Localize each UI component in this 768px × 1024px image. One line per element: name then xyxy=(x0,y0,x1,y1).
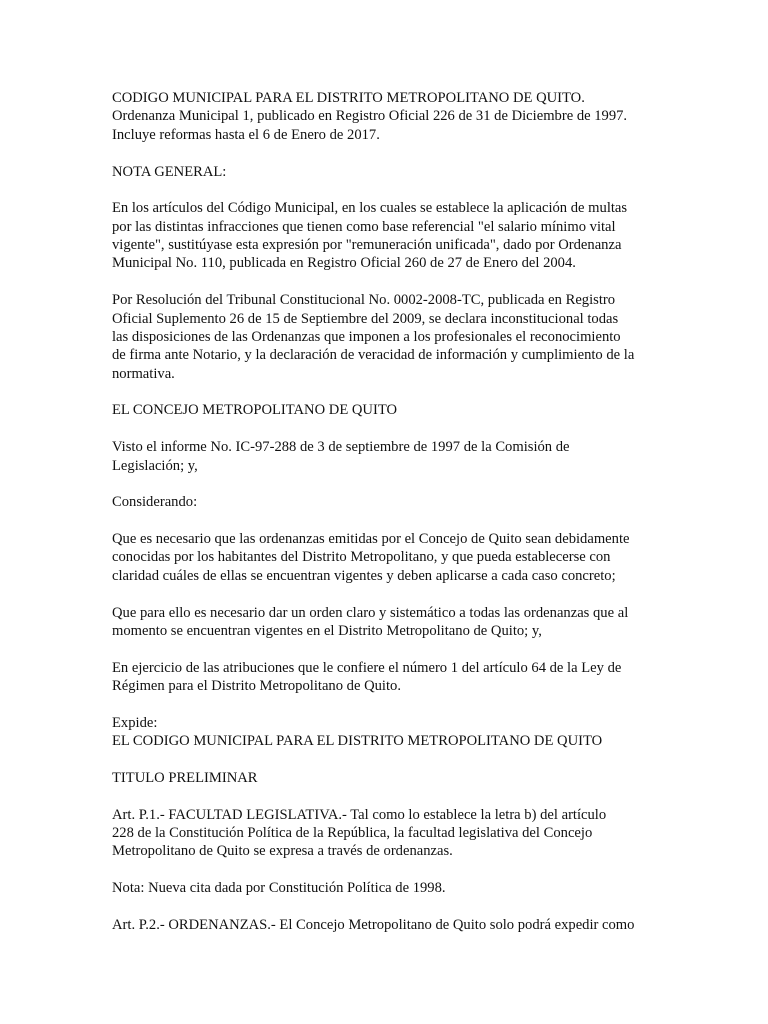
paragraph xyxy=(112,659,668,696)
text-line: Que es necesario que las ordenanzas emitidas por el Concejo de Quito sean debidamente xyxy=(112,530,630,547)
text-line: Art. P.2.- ORDENANZAS.- El Concejo Metropolitano de Quito solo podrá expedir como xyxy=(112,916,635,933)
article xyxy=(112,916,668,934)
text-line: Expide: xyxy=(112,714,158,731)
text-line: En los artículos del Código Municipal, en los cuales se establece la aplicación de multas xyxy=(112,200,628,217)
paragraph xyxy=(112,530,668,585)
heading-text: TITULO PRELIMINAR xyxy=(112,769,258,786)
paragraph xyxy=(112,291,668,383)
paragraph xyxy=(112,604,668,641)
text-line: EL CODIGO MUNICIPAL PARA EL DISTRITO METROPOLITANO DE QUITO xyxy=(112,733,603,750)
text-line: conocidas por los habitantes del Distrito Metropolitano, y que pueda establecerse con xyxy=(112,549,611,566)
text-line: Municipal No. 110, publicada en Registro Oficial 260 de 27 de Enero del 2004. xyxy=(112,255,576,272)
text-line: vigente", sustitúyase esta expresión por "remuneración unificada", dado por Ordenanza xyxy=(112,237,622,254)
text-line: En ejercicio de las atribuciones que le confiere el número 1 del artículo 64 de la Ley de xyxy=(112,659,622,676)
text-line: Régimen para el Distrito Metropolitano de Quito. xyxy=(112,678,401,695)
section-heading xyxy=(112,769,668,787)
document-title: CODIGO MUNICIPAL PARA EL DISTRITO METROPOLITANO DE QUITO. xyxy=(112,90,585,106)
heading-text: EL CONCEJO METROPOLITANO DE QUITO xyxy=(112,402,398,419)
text-line: Nota: Nueva cita dada por Constitución Política de 1998. xyxy=(112,880,446,897)
section-heading xyxy=(112,163,668,181)
text-line: Ordenanza Municipal 1, publicado en Registro Oficial 226 de 31 de Diciembre de 1997. xyxy=(112,108,628,125)
document-header xyxy=(112,89,668,144)
text-line: Incluye reformas hasta el 6 de Enero de 2017. xyxy=(112,126,380,143)
article xyxy=(112,806,668,861)
paragraph xyxy=(112,714,668,751)
text-line: normativa. xyxy=(112,365,175,382)
note xyxy=(112,879,668,897)
text-line: Metropolitano de Quito se expresa a través de ordenanzas. xyxy=(112,843,453,860)
paragraph xyxy=(112,438,668,475)
text-line: por las distintas infracciones que tienen como base referencial "el salario mínimo vital xyxy=(112,218,616,235)
text-line: Visto el informe No. IC-97-288 de 3 de septiembre de 1997 de la Comisión de xyxy=(112,439,570,456)
section-heading xyxy=(112,401,668,419)
text-line: Que para ello es necesario dar un orden claro y sistemático a todas las ordenanzas que al xyxy=(112,604,629,621)
heading-text: NOTA GENERAL: xyxy=(112,163,227,180)
text-line: momento se encuentran vigentes en el Distrito Metropolitano de Quito; y, xyxy=(112,622,542,639)
paragraph xyxy=(112,199,668,273)
text-line: las disposiciones de las Ordenanzas que imponen a los profesionales el reconocimiento xyxy=(112,328,621,345)
text-line: Legislación; y, xyxy=(112,457,198,474)
text-line: Art. P.1.- FACULTAD LEGISLATIVA.- Tal como lo establece la letra b) del artículo xyxy=(112,806,607,823)
text-line: Oficial Suplemento 26 de 15 de Septiembre del 2009, se declara inconstitucional todas xyxy=(112,310,619,327)
paragraph xyxy=(112,493,668,511)
text-line: Considerando: xyxy=(112,494,198,511)
text-line: Por Resolución del Tribunal Constitucional No. 0002-2008-TC, publicada en Registro xyxy=(112,292,616,309)
text-line: 228 de la Constitución Política de la República, la facultad legislativa del Concejo xyxy=(112,824,593,841)
text-line: claridad cuáles de ellas se encuentran vigentes y deben aplicarse a cada caso concreto; xyxy=(112,567,616,584)
text-line: de firma ante Notario, y la declaración de veracidad de información y cumplimiento de la xyxy=(112,347,635,364)
